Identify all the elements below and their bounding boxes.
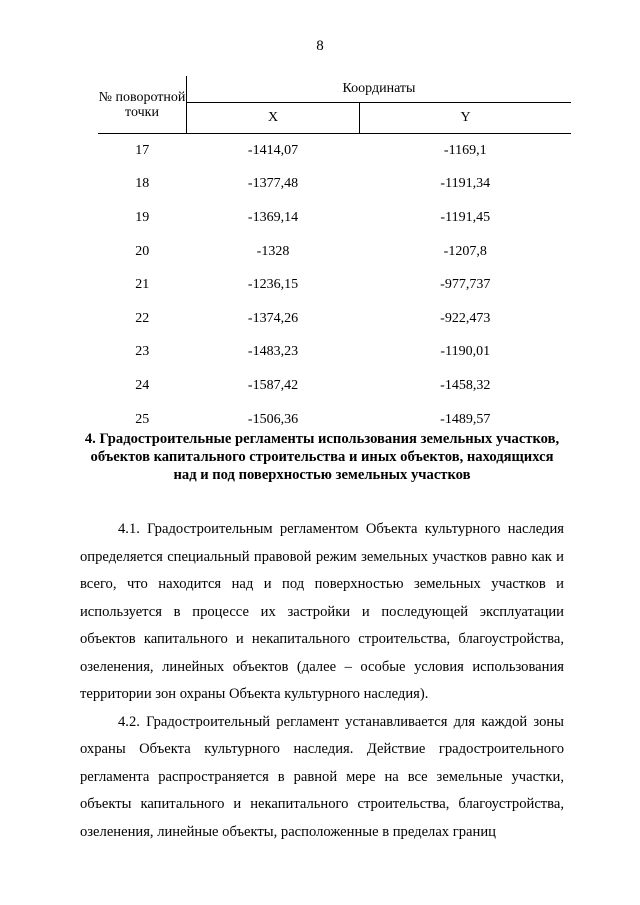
point-number-cell: 20 [135,243,150,259]
x-cell: -1483,23 [247,344,299,360]
y-cell: -1190,01 [440,344,491,360]
x-cell: -1369,14 [247,209,299,225]
paragraph-4-2: 4.2. Градостроительный регламент устанавливается для каждой зоны охраны Объекта культурного наследия. Действие градостроительного регламента распространяется в равной мере на все земельные участки, объекты капитального и некапитального строительства, благоустройства, озеленения, линейные объекты, расположенные в пределах границ [80,713,564,840]
x-cell: -1328 [256,243,290,259]
y-cell: -1489,57 [440,411,491,427]
x-cell: -1236,15 [247,277,299,293]
point-number-cell: 17 [135,142,150,158]
y-cell: -1458,32 [440,377,491,393]
table-row [98,168,571,202]
header-y: Y [360,103,572,134]
section-body [80,516,564,846]
table-row [98,369,571,403]
point-number-cell: 18 [135,176,150,192]
header-point-number: № поворотной точки [98,76,187,134]
point-number-cell: 25 [135,411,150,427]
coordinates-table [98,76,571,436]
page-number: 8 [316,38,324,54]
table-row [98,336,571,370]
y-cell: -977,737 [440,277,491,293]
x-cell: -1377,48 [247,176,299,192]
table-row [98,268,571,302]
table-row [98,201,571,235]
paragraph-4-1: 4.1. Градостроительным регламентом Объекта культурного наследия определяется специальный правовой режим земельных участков равно как и всего, что находится над и под поверхностью земельных участков и используется в процессе их застройки и последующей эксплуатации объектов капитального и некапитального строительства, благоустройства, озеленения, линейных объектов (далее – особые условия использования территории зон охраны Объекта культурного наследия). [80,521,564,702]
y-cell: -1169,1 [443,142,487,158]
point-number-cell: 22 [135,310,150,326]
table-row [98,302,571,336]
y-cell: -1207,8 [443,243,487,259]
header-x: X [187,103,360,134]
x-cell: -1506,36 [247,411,299,427]
point-number-cell: 21 [135,277,150,293]
section-heading: 4. Градостроительные регламенты использования земельных участков, объектов капитального строительства и иных объектов, находящихся над и под поверхностью земельных участков [84,431,560,483]
x-cell: -1414,07 [247,142,299,158]
x-cell: -1587,42 [247,377,299,393]
y-cell: -1191,45 [440,209,491,225]
table-row [98,134,571,168]
table-row [98,235,571,269]
x-cell: -1374,26 [247,310,299,326]
y-cell: -922,473 [440,310,491,326]
point-number-cell: 19 [135,209,150,225]
y-cell: -1191,34 [440,176,491,192]
header-coordinates: Координаты [187,76,572,103]
point-number-cell: 24 [135,377,150,393]
point-number-cell: 23 [135,344,150,360]
